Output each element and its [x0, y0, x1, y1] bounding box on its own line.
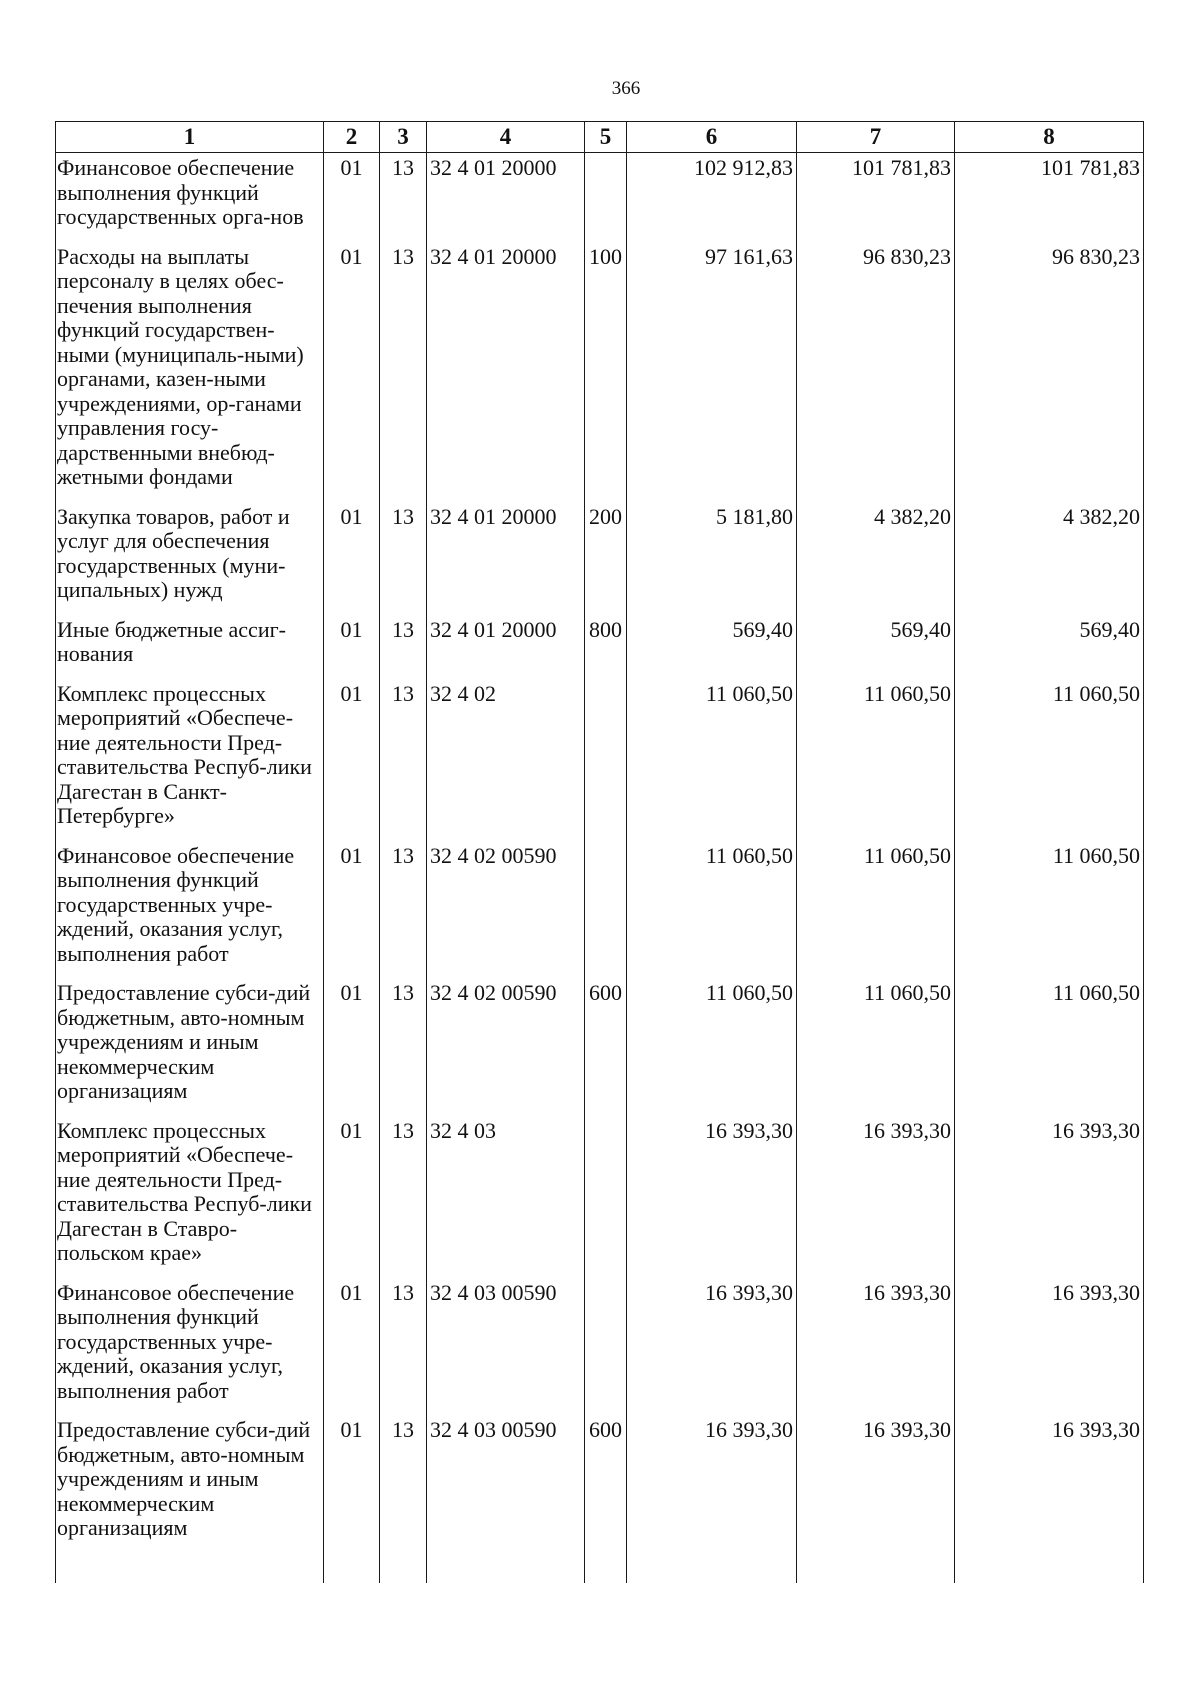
row-name: Предоставление субси-дий бюджетным, авто-номным учреждениям и иным некоммерческим организациям [56, 1418, 324, 1583]
cell-amount-col8: 16 393,30 [955, 1119, 1144, 1281]
cell-expense-type: 600 [585, 1418, 627, 1583]
cell-amount-col7: 11 060,50 [797, 844, 955, 982]
cell-amount-col7: 16 393,30 [797, 1418, 955, 1583]
cell-amount-col6: 569,40 [627, 618, 797, 682]
cell-amount-col6: 102 912,83 [627, 153, 797, 245]
cell-amount-col6: 11 060,50 [627, 844, 797, 982]
row-name: Расходы на выплаты персоналу в целях обес-печения выполнения функций государствен-ными (муниципаль-ными) органами, казен-ными учреждениями, ор-ганами управления госу-дарственными внебюд-жетными фондами [56, 245, 324, 505]
cell-subsection: 13 [380, 153, 427, 245]
cell-section: 01 [324, 682, 380, 844]
budget-table [55, 121, 1144, 1583]
cell-amount-col7: 96 830,23 [797, 245, 955, 505]
table-row [56, 682, 1144, 844]
cell-expense-type: 200 [585, 505, 627, 618]
column-header: 3 [380, 122, 427, 153]
cell-expense-type [585, 844, 627, 982]
row-name: Финансовое обеспечение выполнения функций государственных орга-нов [56, 153, 324, 245]
table-row [56, 1119, 1144, 1281]
table-row [56, 1281, 1144, 1419]
row-name: Иные бюджетные ассиг-нования [56, 618, 324, 682]
cell-expense-type [585, 1281, 627, 1419]
cell-expense-type: 100 [585, 245, 627, 505]
cell-section: 01 [324, 1418, 380, 1583]
cell-subsection: 13 [380, 1119, 427, 1281]
column-header: 5 [585, 122, 627, 153]
cell-expense-type: 800 [585, 618, 627, 682]
cell-subsection: 13 [380, 844, 427, 982]
cell-expense-type [585, 682, 627, 844]
cell-target-article: 32 4 01 20000 [427, 153, 585, 245]
row-name: Финансовое обеспечение выполнения функций государственных учре-ждений, оказания услуг, выполнения работ [56, 844, 324, 982]
cell-amount-col7: 101 781,83 [797, 153, 955, 245]
cell-amount-col7: 16 393,30 [797, 1119, 955, 1281]
cell-amount-col8: 11 060,50 [955, 981, 1144, 1119]
table-row [56, 245, 1144, 505]
cell-expense-type: 600 [585, 981, 627, 1119]
column-header: 7 [797, 122, 955, 153]
cell-section: 01 [324, 618, 380, 682]
column-header: 4 [427, 122, 585, 153]
cell-amount-col6: 11 060,50 [627, 981, 797, 1119]
row-name: Комплекс процессных мероприятий «Обеспече-ние деятельности Пред-ставительства Респуб-лики Дагестан в Санкт-Петербурге» [56, 682, 324, 844]
cell-amount-col6: 16 393,30 [627, 1119, 797, 1281]
cell-amount-col6: 16 393,30 [627, 1281, 797, 1419]
cell-amount-col8: 569,40 [955, 618, 1144, 682]
cell-amount-col7: 569,40 [797, 618, 955, 682]
cell-section: 01 [324, 505, 380, 618]
cell-amount-col8: 101 781,83 [955, 153, 1144, 245]
cell-amount-col8: 11 060,50 [955, 682, 1144, 844]
cell-subsection: 13 [380, 981, 427, 1119]
cell-subsection: 13 [380, 245, 427, 505]
cell-target-article: 32 4 03 00590 [427, 1418, 585, 1583]
cell-subsection: 13 [380, 682, 427, 844]
table-row [56, 1418, 1144, 1583]
cell-amount-col6: 11 060,50 [627, 682, 797, 844]
column-header: 2 [324, 122, 380, 153]
table-row [56, 505, 1144, 618]
cell-amount-col7: 4 382,20 [797, 505, 955, 618]
table-row [56, 981, 1144, 1119]
column-header: 1 [56, 122, 324, 153]
cell-amount-col8: 11 060,50 [955, 844, 1144, 982]
row-name: Финансовое обеспечение выполнения функций государственных учре-ждений, оказания услуг, выполнения работ [56, 1281, 324, 1419]
cell-target-article: 32 4 03 [427, 1119, 585, 1281]
cell-subsection: 13 [380, 505, 427, 618]
cell-subsection: 13 [380, 1418, 427, 1583]
cell-amount-col6: 16 393,30 [627, 1418, 797, 1583]
cell-section: 01 [324, 1281, 380, 1419]
cell-target-article: 32 4 01 20000 [427, 245, 585, 505]
cell-amount-col7: 11 060,50 [797, 981, 955, 1119]
row-name: Закупка товаров, работ и услуг для обеспечения государственных (муни-ципальных) нужд [56, 505, 324, 618]
column-header: 6 [627, 122, 797, 153]
page-number: 366 [611, 78, 641, 99]
cell-section: 01 [324, 245, 380, 505]
cell-amount-col8: 16 393,30 [955, 1281, 1144, 1419]
cell-amount-col8: 16 393,30 [955, 1418, 1144, 1583]
cell-section: 01 [324, 153, 380, 245]
cell-amount-col7: 11 060,50 [797, 682, 955, 844]
cell-amount-col7: 16 393,30 [797, 1281, 955, 1419]
table-row [56, 153, 1144, 245]
table-row [56, 618, 1144, 682]
cell-target-article: 32 4 02 00590 [427, 981, 585, 1119]
cell-target-article: 32 4 02 00590 [427, 844, 585, 982]
cell-target-article: 32 4 02 [427, 682, 585, 844]
cell-amount-col8: 96 830,23 [955, 245, 1144, 505]
cell-section: 01 [324, 1119, 380, 1281]
cell-amount-col6: 97 161,63 [627, 245, 797, 505]
cell-subsection: 13 [380, 1281, 427, 1419]
column-header: 8 [955, 122, 1144, 153]
cell-section: 01 [324, 981, 380, 1119]
table-header-row [56, 122, 1144, 153]
cell-section: 01 [324, 844, 380, 982]
cell-expense-type [585, 153, 627, 245]
cell-target-article: 32 4 01 20000 [427, 505, 585, 618]
cell-amount-col8: 4 382,20 [955, 505, 1144, 618]
row-name: Предоставление субси-дий бюджетным, авто-номным учреждениям и иным некоммерческим организациям [56, 981, 324, 1119]
cell-expense-type [585, 1119, 627, 1281]
row-name: Комплекс процессных мероприятий «Обеспече-ние деятельности Пред-ставительства Респуб-лики Дагестан в Ставро-польском крае» [56, 1119, 324, 1281]
table-row [56, 844, 1144, 982]
cell-target-article: 32 4 01 20000 [427, 618, 585, 682]
cell-subsection: 13 [380, 618, 427, 682]
cell-amount-col6: 5 181,80 [627, 505, 797, 618]
cell-target-article: 32 4 03 00590 [427, 1281, 585, 1419]
